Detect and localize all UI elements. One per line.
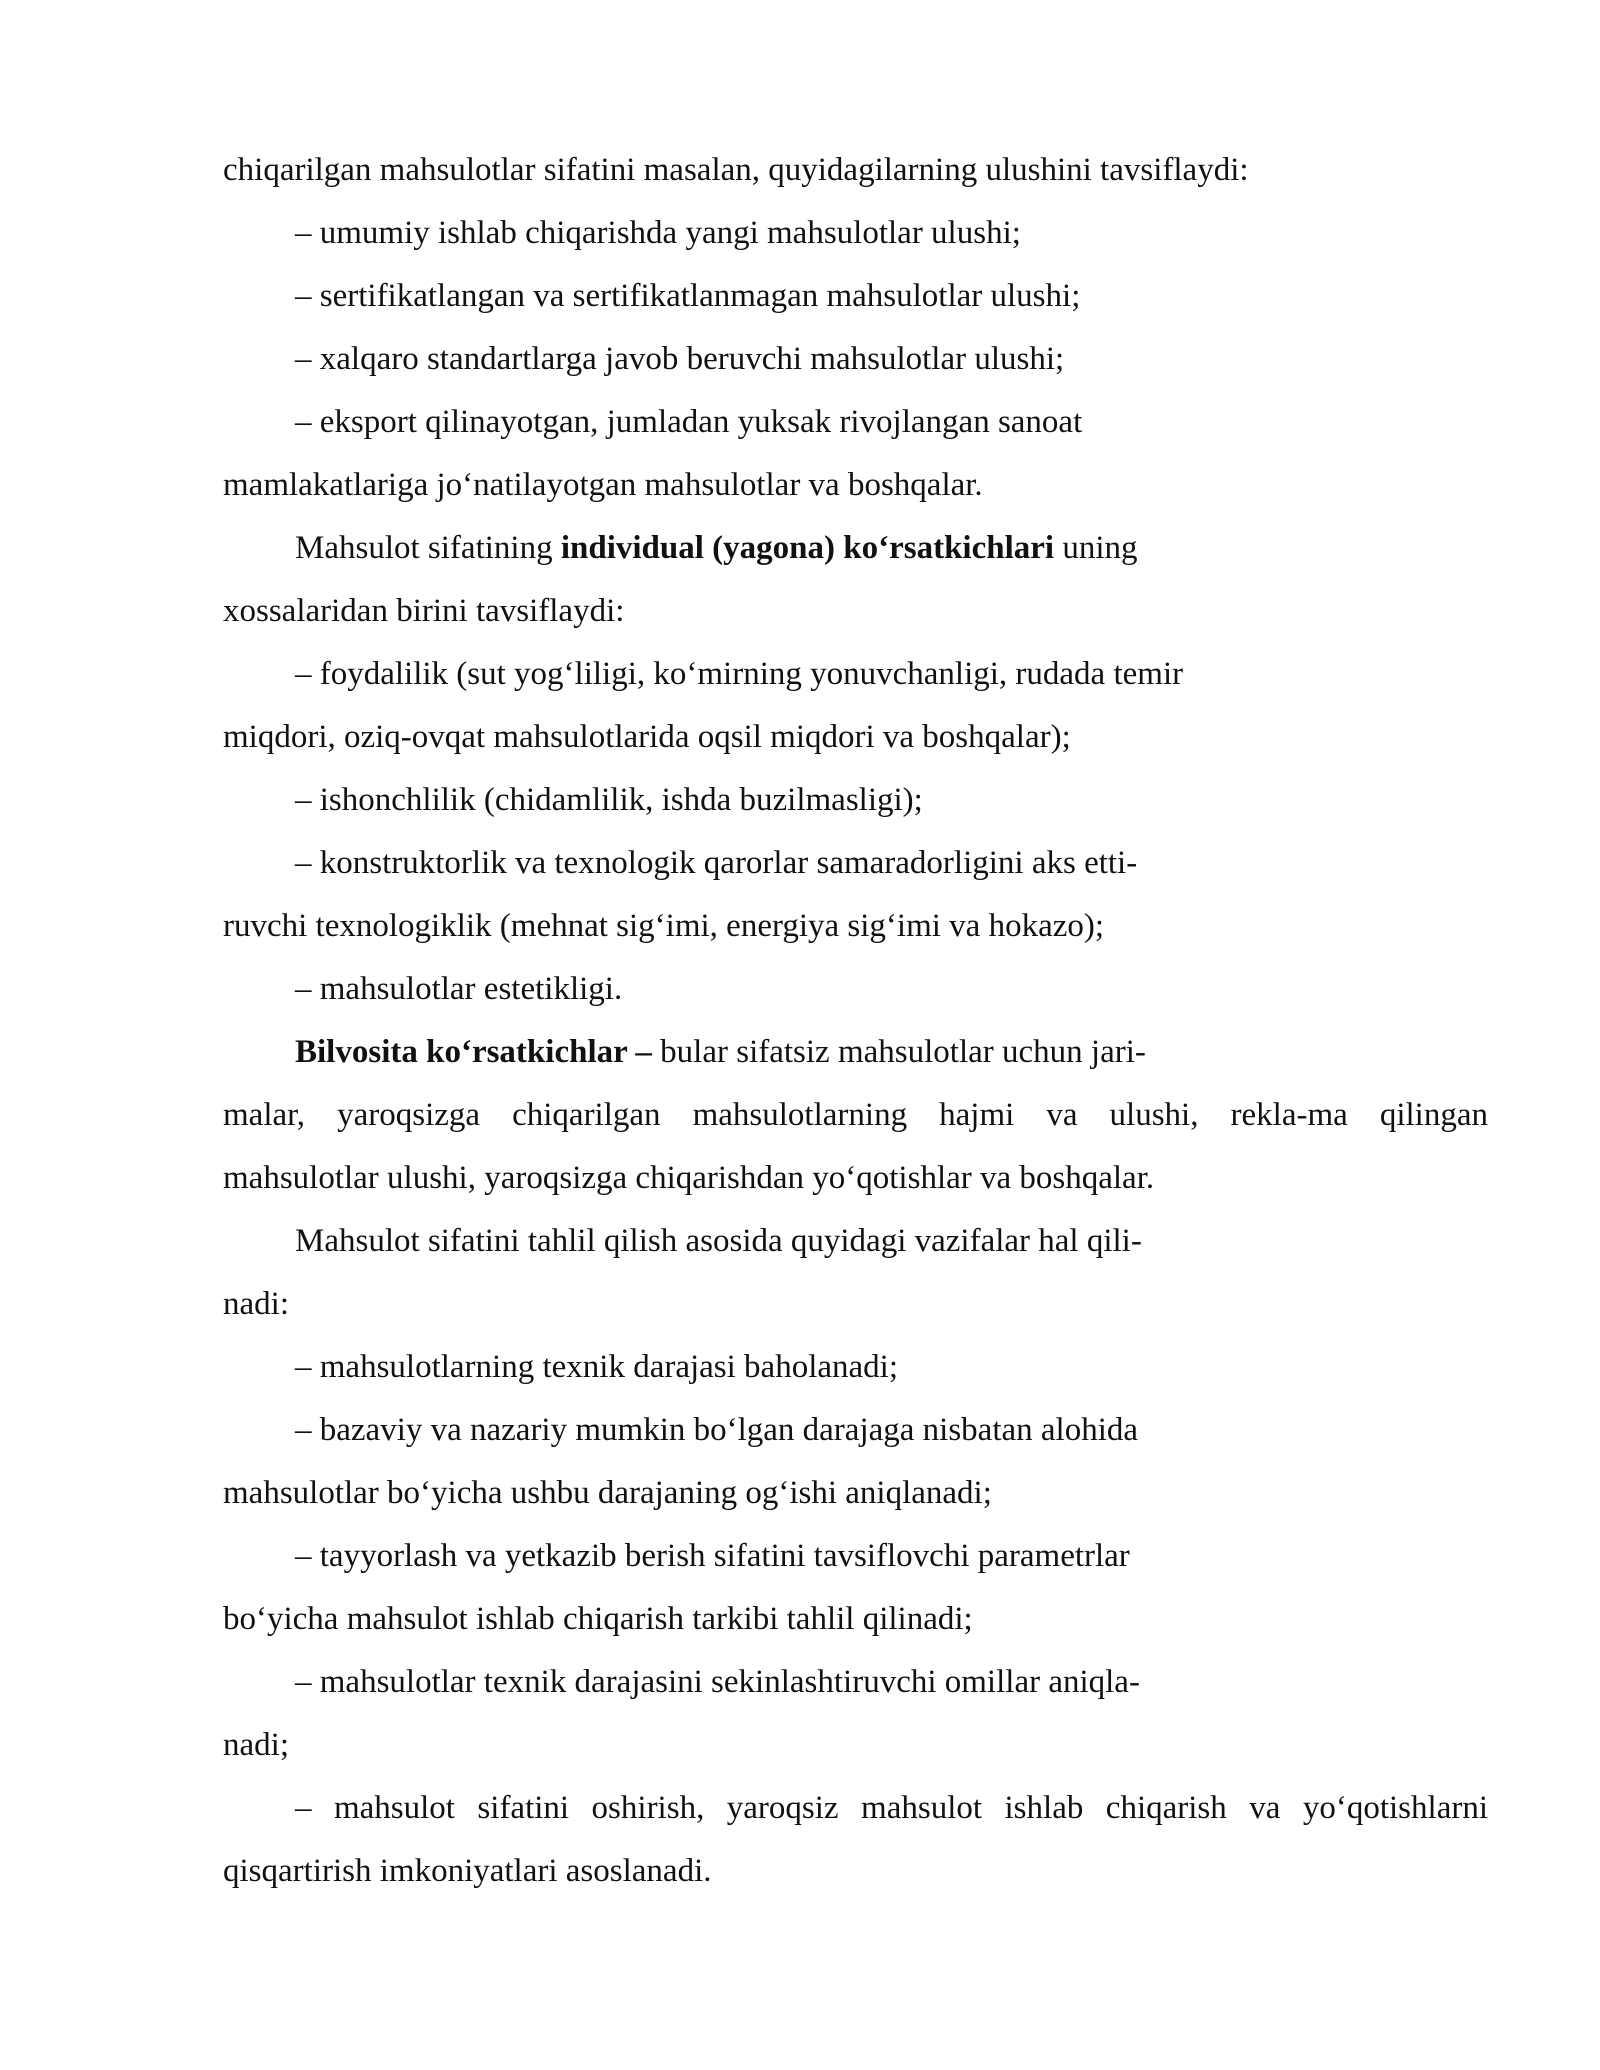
list-item: – tayyorlash va yetkazib berish sifatini tavsiflovchi parametrlar <box>295 1538 1130 1574</box>
text-line: malar, yaroqsizga chiqarilgan mahsulotlarning hajmi va ulushi, rekla-ma qilingan <box>223 1097 1488 1133</box>
text-line: miqdori, oziq-ovqat mahsulotlarida oqsil miqdori va boshqalar); <box>223 719 1071 755</box>
list-item: – ishonchlilik (chidamlilik, ishda buzilmasligi); <box>295 782 923 818</box>
text-line: bo‘yicha mahsulot ishlab chiqarish tarkibi tahlil qilinadi; <box>223 1601 973 1637</box>
text-line: mahsulotlar bo‘yicha ushbu darajaning og‘ishi aniqlanadi; <box>223 1475 992 1511</box>
text-line: nadi; <box>223 1727 289 1763</box>
list-item: – eksport qilinayotgan, jumladan yuksak rivojlangan sanoat <box>295 404 1083 440</box>
list-item: – bazaviy va nazariy mumkin bo‘lgan darajaga nisbatan alohida <box>295 1412 1139 1448</box>
list-item: – mahsulotlar texnik darajasini sekinlashtiruvchi omillar aniqla- <box>295 1664 1140 1700</box>
text-line: qisqartirish imkoniyatlari asoslanadi. <box>223 1853 712 1889</box>
list-item: – konstruktorlik va texnologik qarorlar samaradorligini aks etti- <box>295 845 1138 881</box>
text-run: Mahsulot sifatining <box>295 530 561 566</box>
list-item: – umumiy ishlab chiqarishda yangi mahsulotlar ulushi; <box>295 215 1021 251</box>
list-item: – mahsulot sifatini oshirish, yaroqsiz mahsulot ishlab chiqarish va yo‘qotishlarni <box>295 1790 1488 1826</box>
bold-term: individual (yagona) ko‘rsatkichlari <box>560 530 1055 566</box>
text-run: uning <box>1054 530 1138 566</box>
paragraph-line: Mahsulot sifatini tahlil qilish asosida quyidagi vazifalar hal qili- <box>295 1223 1142 1259</box>
text-line: xossalaridan birini tavsiflaydi: <box>223 593 625 629</box>
list-item: – mahsulotlar estetikligi. <box>295 971 623 1007</box>
text-line: nadi: <box>223 1286 289 1322</box>
text-run: bular sifatsiz mahsulotlar uchun jari- <box>651 1034 1146 1070</box>
paragraph-line <box>295 528 1138 568</box>
list-item: – xalqaro standartlarga javob beruvchi mahsulotlar ulushi; <box>295 341 1065 377</box>
text-line: ruvchi texnologiklik (mehnat sig‘imi, energiya sig‘imi va hokazo); <box>223 908 1105 944</box>
list-item: – sertifikatlangan va sertifikatlanmagan mahsulotlar ulushi; <box>295 278 1081 314</box>
list-item: – mahsulotlarning texnik darajasi baholanadi; <box>295 1349 899 1385</box>
list-item: – foydalilik (sut yog‘liligi, ko‘mirning yonuvchanligi, rudada temir <box>295 656 1184 692</box>
paragraph-line <box>295 1032 1146 1072</box>
text-line: chiqarilgan mahsulotlar sifatini masalan, quyidagilarning ulushini tavsiflaydi: <box>223 152 1249 188</box>
text-line: mahsulotlar ulushi, yaroqsizga chiqarishdan yo‘qotishlar va boshqalar. <box>223 1160 1155 1196</box>
bold-term: Bilvosita ko‘rsatkichlar – <box>295 1034 652 1070</box>
text-line: mamlakatlariga jo‘natilayotgan mahsulotlar va boshqalar. <box>223 467 983 503</box>
